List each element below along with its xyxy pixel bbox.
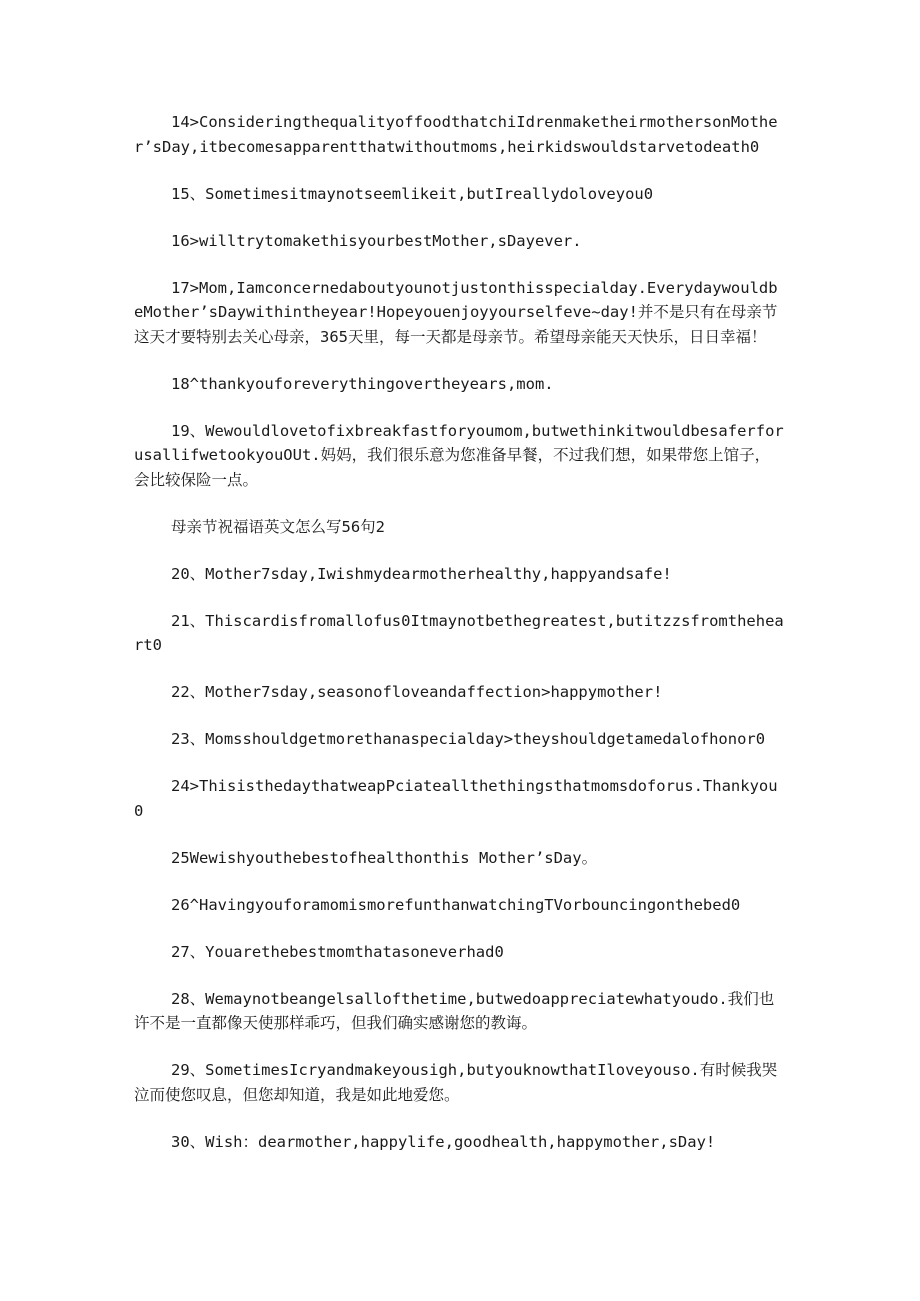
list-item: 28、Wemaynotbeangelsallofthetime,butwedoappreciatewhatyoudo.我们也许不是一直都像天使那样乖巧，但我们确实感谢您的教诲。 (134, 989, 775, 1032)
section-heading: 母亲节祝福语英文怎么写56句2 (171, 517, 385, 536)
list-item: 20、Mother7sday,Iwishmydearmotherhealthy,happyandsafe! (171, 564, 672, 583)
list-item: 24>ThisisthedaythatweapPciateallthethingsthatmomsdoforus.Thankyou0 (134, 777, 778, 820)
list-item: 27、Youarethebestmomthatasoneverhad0 (171, 942, 504, 961)
list-item: 23、Momsshouldgetmorethanaspecialday>theyshouldgetamedalofhonor0 (171, 730, 766, 748)
list-item: 15、Sometimesitmaynotseemlikeit,butIreallydoloveyou0 (171, 184, 654, 203)
list-item: 30、Wish：dearmother,happylife,goodhealth,happymother,sDay! (171, 1132, 716, 1151)
list-item: 14>ConsideringthequalityoffoodthatchiIdrenmaketheirmothersonMother’sDay,itbecomesapparentthatwithoutmoms,heirkidswouldstarvetodeath0 (134, 113, 778, 156)
list-item: 29、SometimesIcryandmakeyousigh,butyouknowthatIloveyouso.有时候我哭泣而使您叹息，但您却知道，我是如此地爱您。 (134, 1061, 778, 1104)
document-body (134, 110, 784, 1177)
list-item: 25Wewishyouthebestofhealthonthis Mother’sDay。 (171, 848, 598, 867)
list-item: 16>willtrytomakethisyourbestMother,sDayever. (171, 231, 582, 250)
list-item: 17>Mom,Iamconcernedaboutyounotjustonthisspecialday.EverydaywouldbeMother’sDaywithintheyear!Hopeyouenjoyyourselfeve~day!并不是只有在母亲节这天才要特别去关心母亲，365天里，每一天都是母亲节。希望母亲能天天快乐，日日幸福！ (134, 278, 778, 346)
list-item: 18^thankyouforeverythingovertheyears,mom. (171, 374, 554, 393)
list-item: 21、Thiscardisfromallofus0Itmaynotbethegreatest,butitzzsfromtheheart0 (134, 611, 784, 654)
list-item: 19、Wewouldlovetofixbreakfastforyoumom,butwethinkitwouldbesaferforusallifwetookyouOUt.妈妈，我们很乐意为您准备早餐，不过我们想，如果带您上馆子，会比较保险一点。 (134, 421, 784, 489)
list-item: 22、Mother7sday,seasonofloveandaffection>happymother! (171, 683, 663, 701)
list-item: 26^HavingyouforamomismorefunthanwatchingTVorbouncingonthebed0 (171, 895, 741, 914)
